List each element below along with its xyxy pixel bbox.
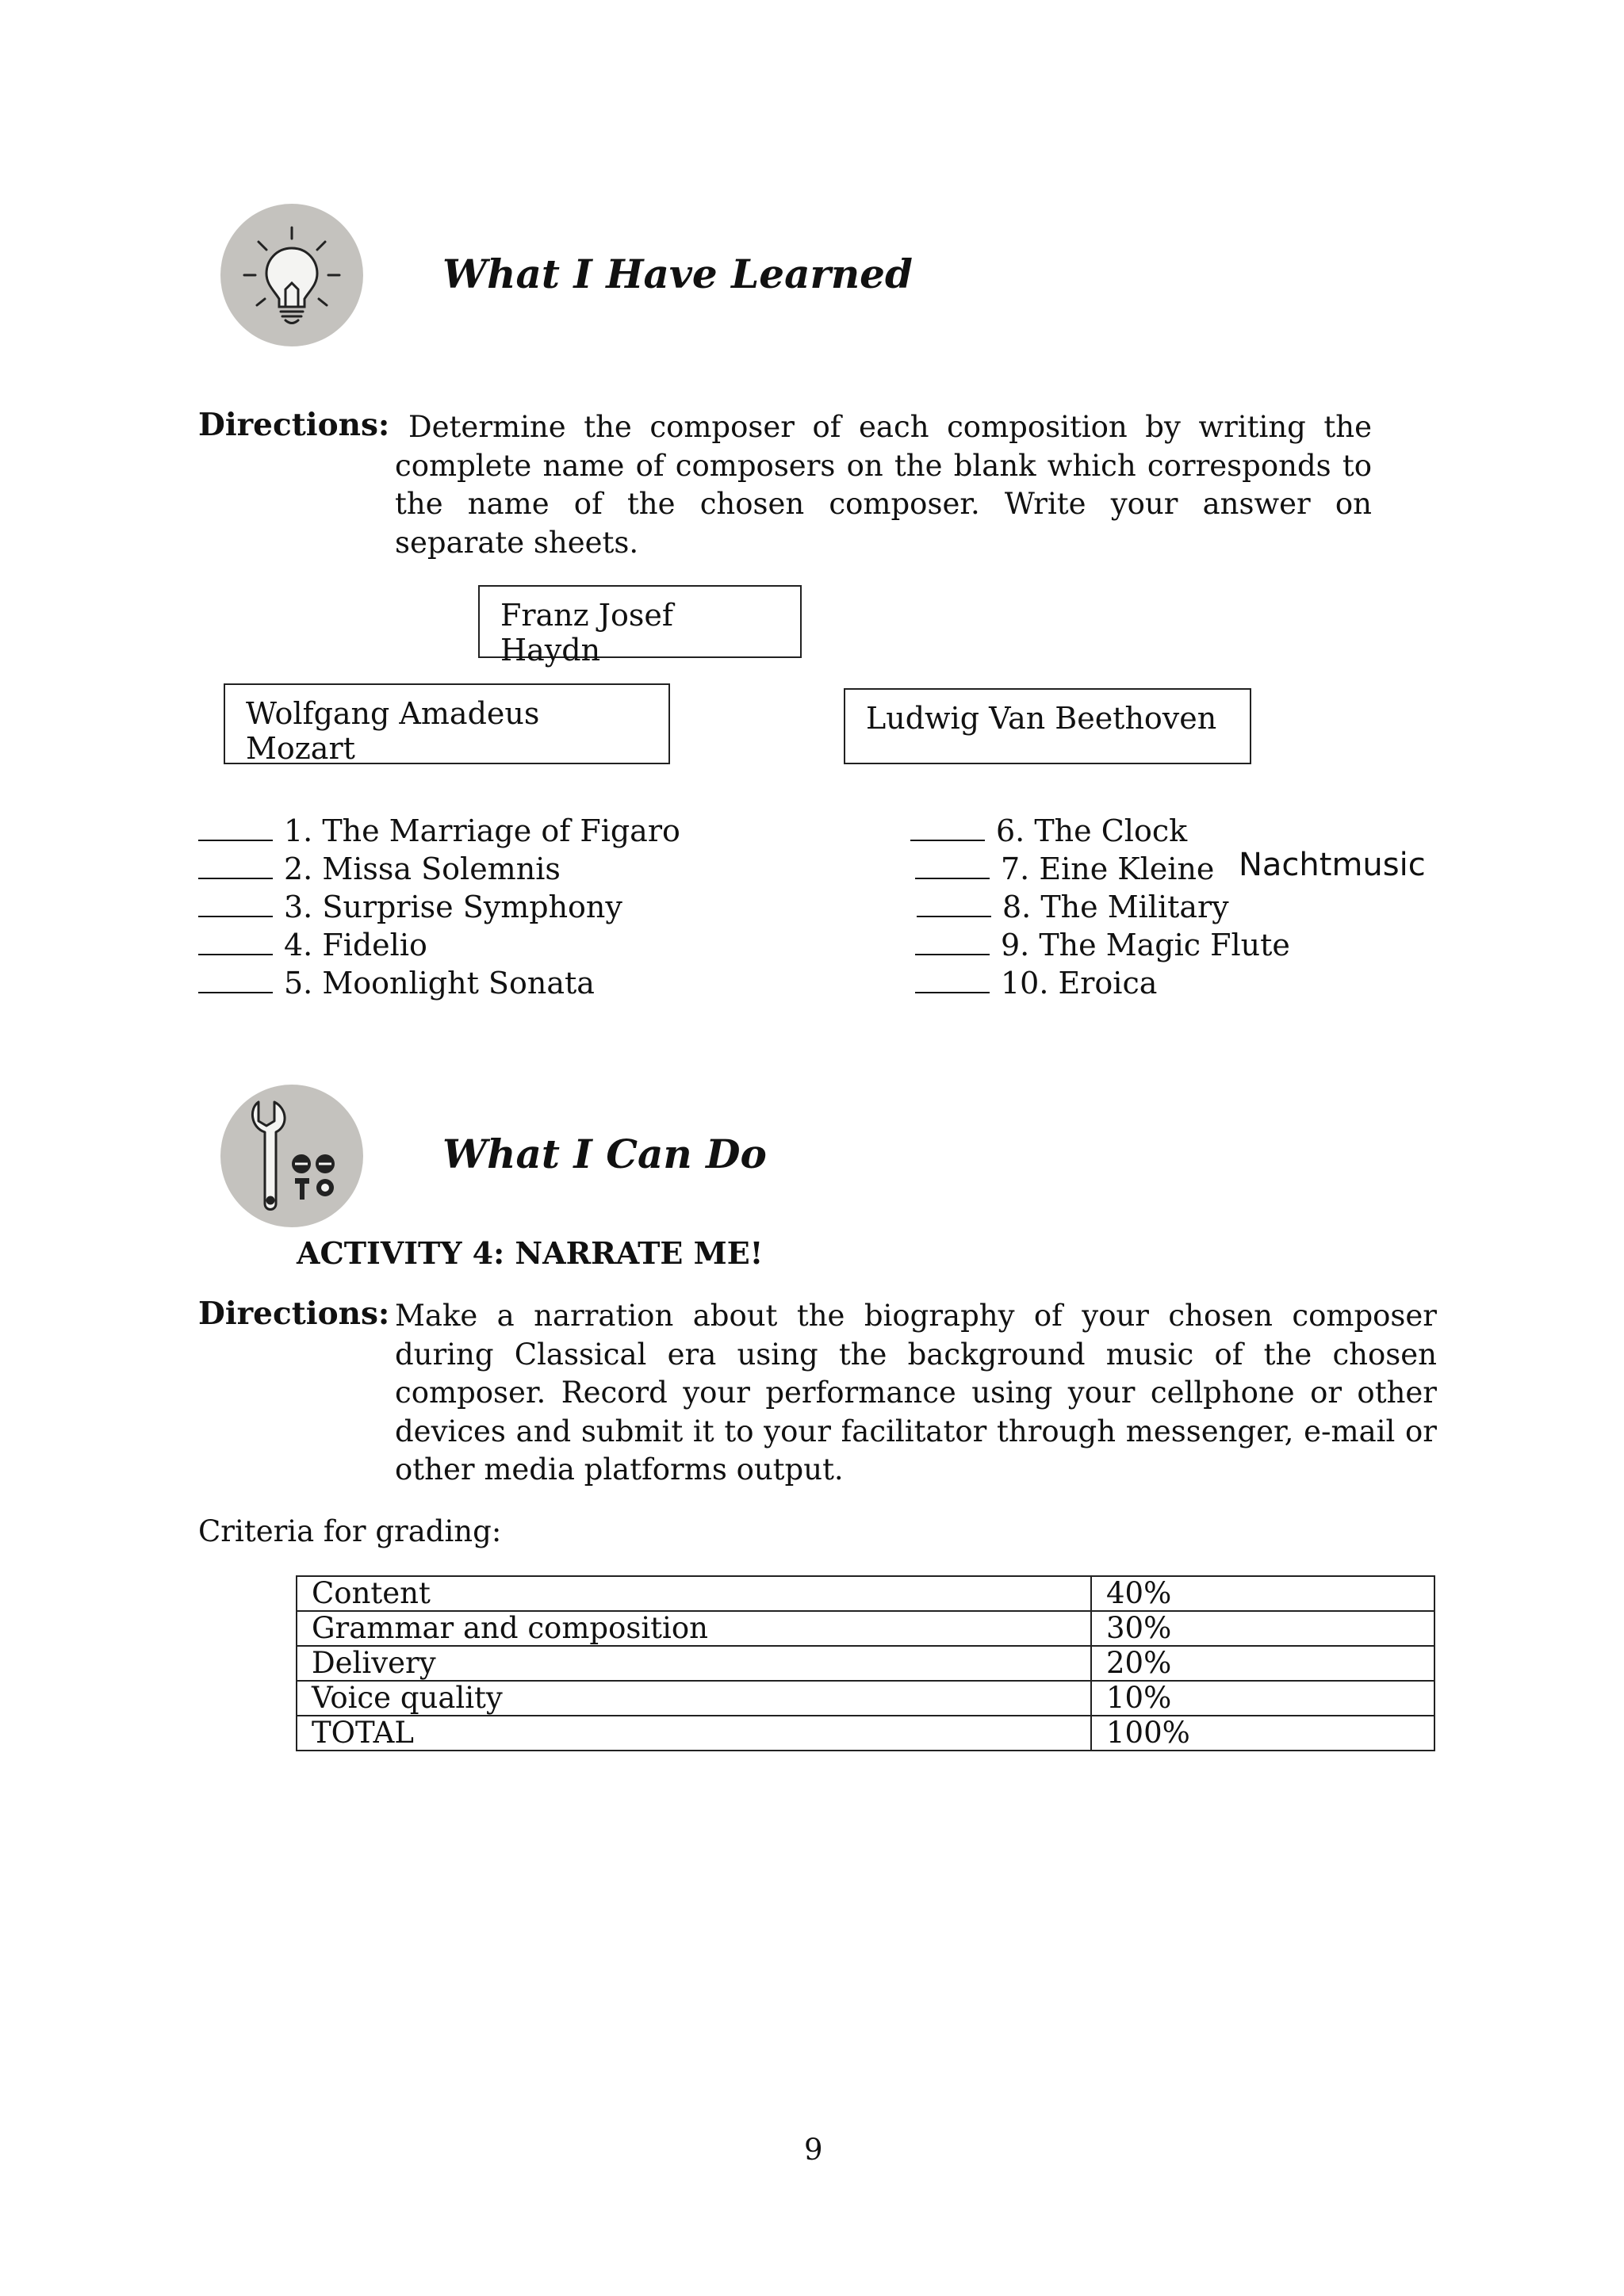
answer-blank[interactable] [915, 930, 990, 955]
answer-blank[interactable] [198, 892, 273, 917]
answer-blank[interactable] [198, 930, 273, 955]
table-row: TOTAL 100% [297, 1716, 1434, 1751]
directions-label: Directions: [198, 407, 390, 443]
page-number: 9 [804, 2133, 823, 2167]
directions-label: Directions: [198, 1295, 390, 1332]
directions-text-body: Make a narration about the biography of your chosen composer during Classical era using the background music of the chosen composer. Record your performance using your cellphone or other devices and submit it to your facilitator through messenger, e-mail or other media platforms output. [395, 1299, 1437, 1487]
wrench-tools-icon [220, 1085, 363, 1227]
criteria-table [296, 1575, 1435, 1751]
answer-blank[interactable] [917, 892, 991, 917]
criteria-label: Criteria for grading: [198, 1514, 502, 1548]
composer-box-haydn: Franz Josef Haydn [478, 585, 802, 658]
table-row: Grammar and composition 30% [297, 1611, 1434, 1646]
composer-box-beethoven: Ludwig Van Beethoven [844, 688, 1251, 764]
list-item: 1. The Marriage of Figaro [198, 813, 680, 848]
list-item: 8. The Military [917, 890, 1229, 924]
table-row: Voice quality 10% [297, 1681, 1434, 1716]
lightbulb-icon [220, 204, 363, 346]
item7-continuation: Nachtmusic [1239, 847, 1426, 883]
list-item: 6. The Clock [910, 813, 1187, 848]
answer-blank[interactable] [915, 854, 990, 879]
list-item: 9. The Magic Flute [915, 928, 1290, 962]
directions-text [395, 1297, 1437, 1490]
answer-blank[interactable] [910, 816, 985, 841]
list-item: 7. Eine Kleine [915, 851, 1214, 886]
list-item: 2. Missa Solemnis [198, 851, 561, 886]
activity-title: ACTIVITY 4: NARRATE ME! [297, 1235, 764, 1271]
list-item: 3. Surprise Symphony [198, 890, 622, 924]
answer-blank[interactable] [198, 968, 273, 993]
table-row: Content 40% [297, 1576, 1434, 1611]
section-heading-learned: What I Have Learned [442, 251, 913, 297]
list-item: 4. Fidelio [198, 928, 427, 962]
composer-box-mozart: Wolfgang Amadeus Mozart [224, 683, 670, 764]
answer-blank[interactable] [198, 854, 273, 879]
section-heading-can-do: What I Can Do [442, 1131, 767, 1177]
list-item: 10. Eroica [915, 966, 1157, 1001]
answer-blank[interactable] [915, 968, 990, 993]
table-row: Delivery 20% [297, 1646, 1434, 1681]
list-item: 5. Moonlight Sonata [198, 966, 595, 1001]
directions-text: Determine the composer of each composition by writing the complete name of composers on the blank which corresponds to the name of the chosen composer. Write your answer on separate sheets. [395, 410, 1372, 560]
answer-blank[interactable] [198, 816, 273, 841]
